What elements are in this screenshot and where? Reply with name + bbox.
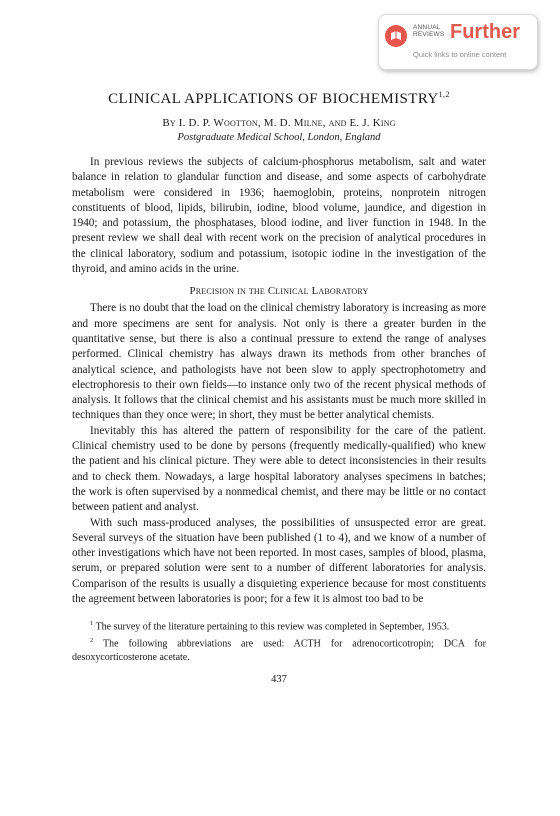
- further-badge[interactable]: [378, 14, 538, 70]
- badge-subtitle: Quick links to online content: [413, 50, 507, 59]
- badge-further-label: Further: [450, 21, 520, 43]
- paragraph-mass-produced: With such mass-produced analyses, the possibilities of unsuspected error are great. Several surveys of the situation have been published (1 to 4), and we know of a number of other investigations which have not been reported. In most cases, samples of blood, plasma, serum, or prepared solution were sent to a number of different laboratories for analysis. Comparison of the results is usually a disquieting experience because for most constituents the agreement between laboratories is poor; for a few it is almost too bad to be: [72, 516, 486, 606]
- footnote-1: $^1$ The survey of the literature pertaining to this review was completed in September, 1953.: [90, 620, 450, 633]
- page-number: 437: [271, 674, 287, 686]
- badge-annual-reviews-text: ANNUAL REVIEWS: [413, 24, 445, 38]
- annual-reviews-logo-icon: [385, 25, 407, 47]
- article-title: CLINICAL APPLICATIONS OF BIOCHEMISTRY$^{1,2}$: [108, 90, 450, 107]
- footnotes: [72, 617, 486, 664]
- article-affiliation: Postgraduate Medical School, London, England: [177, 132, 381, 143]
- section-heading: Precision in the Clinical Laboratory: [189, 285, 369, 298]
- footnote-2: $^2$ The following abbreviations are used: ACTH for adrenocorticotropin; DCA for desoxycorticosterone acetate.: [72, 637, 486, 663]
- paragraph-load: There is no doubt that the load on the clinical chemistry laboratory is increasing as more and more specimens are sent for analysis. Not only is there a greater burden in the quantitative sense, but there is also a continual pressure to extend the range of analyses performed. Clinical chemistry has always drawn its methods from other branches of analytical science, and pathologists have not been slow to apply spectrophotometry and electrophoresis to their own fields—to instance only two of the recent physical methods of analysis. It follows that the clinical chemist and his assistants must be much more skilled in techniques than they once were; in short, they must be better analytical chemists.: [72, 302, 486, 422]
- article: [72, 86, 486, 685]
- paragraph-responsibility: Inevitably this has altered the pattern of responsibility for the care of the patient. Clinical chemistry used to be done by persons (frequently medically-qualified) who knew the patient and his clinical picture. They were able to detect inconsistencies in their results and to check them. Nowadays, a large hospital laboratory analyses specimens in batches; the work is often supervised by a nonmedical chemist, and there may be little or no contact between patient and analyst.: [72, 424, 486, 514]
- article-authors: By I. D. P. Wootton, M. D. Milne, and E. J. King: [162, 117, 396, 129]
- paragraph-intro: In previous reviews the subjects of calcium-phosphorus metabolism, salt and water balance in relation to glandular function and disease, and some aspects of carbohydrate metabolism were considered in 1936; haemoglobin, proteins, nonprotein nitrogen constituents of blood, lipids, bilirubin, iodine, blood volume, jaundice, and digestion in 1940; and potassium, the phosphatases, blood iodine, and liver function in 1948. In the present review we shall deal with recent work on the precision of analytical procedures in the clinical laboratory, sodium and potassium, isotopic iodine in the investigation of the thyroid, and amino acids in the urine.: [72, 156, 486, 276]
- title-footnote-markers[interactable]: 1,2: [438, 90, 450, 99]
